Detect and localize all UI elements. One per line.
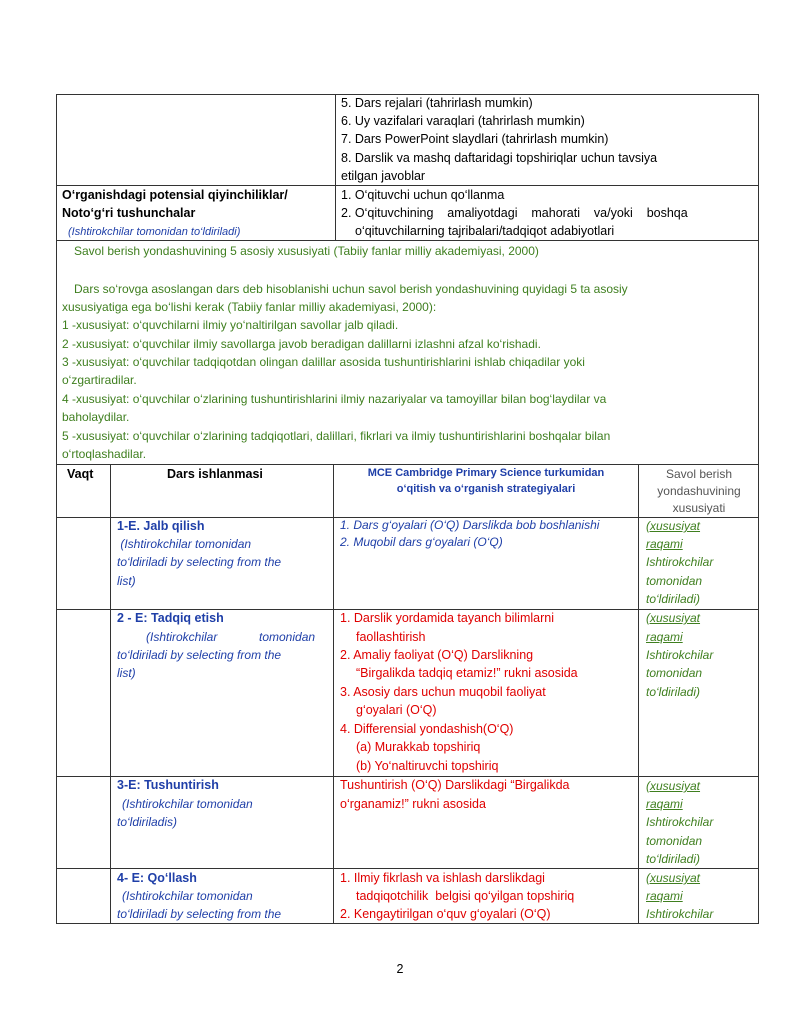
stage-desc: to‘ldiriladi by selecting from the bbox=[117, 555, 282, 569]
strategy-item: 1. Darslik yordamida tayanch bilimlarni bbox=[340, 611, 554, 625]
col-header-feature: yondashuvining bbox=[657, 484, 741, 498]
strategy-item: Tushuntirish (O‘Q) Darslikdagi “Birgalikda bbox=[340, 778, 570, 792]
strategy-item: g‘oyalari (O‘Q) bbox=[356, 703, 437, 717]
col-header-strategies: MCE Cambridge Primary Science turkumidan bbox=[367, 467, 605, 479]
strategy-item: o‘rganamiz!” rukni asosida bbox=[340, 797, 486, 811]
stage-title: 1-E. Jalb qilish bbox=[117, 519, 205, 533]
strategy-item: 2. Amaliy faoliyat (O‘Q) Darslikning bbox=[340, 648, 534, 662]
inquiry-line: 3 -xususiyat: o‘quvchilar tadqiqotdan olingan dalillar asosida tushuntirishlarini ishlab chiqadilar yoki bbox=[62, 355, 585, 369]
stage-desc: list) bbox=[117, 574, 136, 588]
strategy-item: faollashtirish bbox=[356, 630, 426, 644]
inquiry-heading: Savol berish yondashuvining 5 asosiy xususiyati (Tabiiy fanlar milliy akademiyasi, 2000) bbox=[74, 244, 539, 258]
resource-item: etilgan javoblar bbox=[341, 169, 426, 183]
strategy-item: 4. Differensial yondashish(O‘Q) bbox=[340, 722, 514, 736]
inquiry-intro: xususiyatiga ega bo‘lishi kerak (Tabiiy fanlar milliy akademiyasi, 2000): bbox=[62, 300, 437, 314]
stage-desc: to‘ldiriladis) bbox=[117, 815, 178, 829]
strategy-item: 3. Asosiy dars uchun muqobil faoliyat bbox=[340, 685, 546, 699]
stage-title: 3-E: Tushuntirish bbox=[117, 778, 219, 792]
resource-item: 5. Dars rejalari (tahrirlash mumkin) bbox=[341, 96, 533, 110]
strategy-item: (a) Murakkab topshiriq bbox=[356, 740, 481, 754]
strategy-item: 2. Muqobil dars g‘oyalari (O‘Q) bbox=[340, 535, 503, 549]
inquiry-line: 4 -xususiyat: o‘quvchilar o‘zlarining tushuntirishlarini ilmiy nazariyalar va tamoyillar bilan bog‘laydilar va bbox=[62, 392, 607, 406]
strategy-item: 2. Kengaytirilgan o‘quv g‘oyalari (O‘Q) bbox=[340, 907, 551, 921]
difficulties-hint: (Ishtirokchilar tomonidan to‘ldiriladi) bbox=[68, 226, 241, 238]
stage-desc: (Ishtirokchilar tomonidan bbox=[122, 797, 253, 811]
resource-item: 6. Uy vazifalari varaqlari (tahrirlash mumkin) bbox=[341, 114, 585, 128]
stage-desc: to‘ldiriladi by selecting from the bbox=[117, 648, 282, 662]
inquiry-line: 1 -xususiyat: o‘quvchilarni ilmiy yo‘naltirilgan savollar jalb qiladi. bbox=[62, 318, 399, 332]
col-header-feature: Savol berish bbox=[665, 467, 733, 481]
inquiry-line: o‘zgartiradilar. bbox=[62, 373, 137, 387]
col-header-time: Vaqt bbox=[67, 467, 94, 481]
resource-item: 8. Darslik va mashq daftaridagi topshiriqlar uchun tavsiya bbox=[341, 151, 658, 165]
col-header-feature: xususiyati bbox=[672, 501, 726, 515]
page-number: 2 bbox=[396, 962, 404, 976]
strategy-item: (b) Yo‘naltiruvchi topshiriq bbox=[356, 759, 499, 773]
strategy-item: 1. Ilmiy fikrlash va ishlash darslikdagi bbox=[340, 871, 545, 885]
difficulties-label: O‘rganishdagi potensial qiyinchiliklar/ bbox=[62, 188, 288, 202]
strategy-item: 1. Dars g‘oyalari (O‘Q) Darslikda bob boshlanishi bbox=[340, 518, 600, 532]
stage-desc: (Ishtirokchilar tomonidan bbox=[122, 889, 253, 903]
inquiry-line: baholaydilar. bbox=[62, 410, 130, 424]
inquiry-line: 2 -xususiyat: o‘quvchilar ilmiy savollarga javob beradigan dalillarni izlashni afzal ko‘rishadi. bbox=[62, 337, 541, 351]
stage-desc: list) bbox=[117, 666, 136, 680]
strategy-item: “Birgalikda tadqiq etamiz!” rukni asosida bbox=[356, 666, 578, 680]
stage-title: 4- E: Qo‘llash bbox=[117, 871, 197, 885]
col-header-strategies: o‘qitish va o‘rganish strategiyalari bbox=[396, 483, 576, 495]
stage-title: 2 - E: Tadqiq etish bbox=[117, 611, 224, 625]
difficulties-item: 2. O‘qituvchining amaliyotdagi mahorati va/yoki boshqa bbox=[341, 206, 688, 220]
difficulties-label: Noto‘g‘ri tushunchalar bbox=[62, 206, 196, 220]
resource-item: 7. Dars PowerPoint slaydlari (tahrirlash mumkin) bbox=[341, 132, 609, 146]
stage-desc: to‘ldiriladi by selecting from the bbox=[117, 907, 282, 921]
inquiry-line: o‘rtoqlashadilar. bbox=[62, 447, 147, 461]
stage-desc: (Ishtirokchilar tomonidan bbox=[117, 537, 252, 551]
difficulties-item: o‘qituvchilarning tajribalari/tadqiqot adabiyotlari bbox=[355, 224, 615, 238]
inquiry-intro: Dars so‘rovga asoslangan dars deb hisoblanishi uchun savol berish yondashuvining quyidagi 5 ta asosiy bbox=[74, 282, 628, 296]
stage-desc: tomonidan bbox=[259, 630, 316, 644]
strategy-item: tadqiqotchilik belgisi qo‘yilgan topshiriq bbox=[356, 889, 575, 903]
col-header-plan: Dars ishlanmasi bbox=[167, 467, 263, 481]
inquiry-line: 5 -xususiyat: o‘quvchilar o‘zlarining tadqiqotlari, dalillari, fikrlari va ilmiy tushuntirishlarini boshqalar bilan bbox=[62, 429, 611, 443]
stage-desc: (Ishtirokchilar bbox=[146, 630, 218, 644]
difficulties-item: 1. O‘qituvchi uchun qo‘llanma bbox=[341, 188, 505, 202]
